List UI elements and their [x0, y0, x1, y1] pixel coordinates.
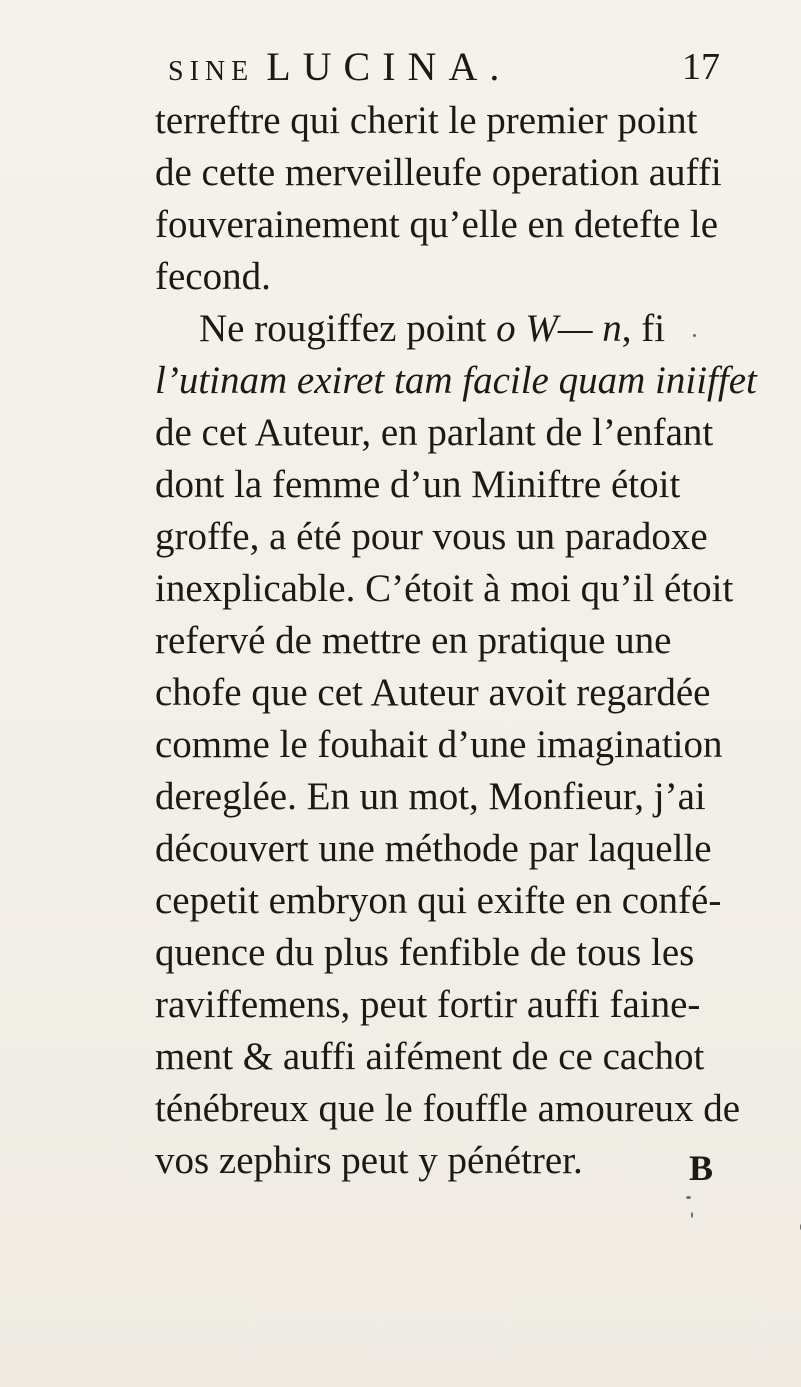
- page-number: 17: [682, 46, 720, 88]
- text-line-8: dont la femme d’un Miniftre étoit: [155, 463, 681, 506]
- text-line-14: dereglée. En un mot, Monfieur, j’ai: [155, 775, 706, 818]
- text-line-3: fouverainement qu’elle en detefte le: [155, 203, 719, 246]
- text-line-20: ténébreux que le fouffle amoureux de: [155, 1087, 741, 1130]
- text-line-16: cepetit embryon qui exifte en confé-: [155, 879, 722, 922]
- running-head-title-large: LUCINA.: [266, 44, 512, 89]
- text-line-2: de cette merveilleufe operation auffi: [155, 151, 722, 194]
- text-line-13: comme le fouhait d’une imagination: [155, 723, 723, 766]
- signature-mark: B: [689, 1148, 714, 1188]
- text-line-5-pre: Ne rougiffez point: [199, 307, 497, 350]
- text-line-4: fecond.: [155, 255, 271, 298]
- text-line-6: [155, 351, 757, 411]
- running-head-title: [168, 42, 511, 97]
- text-line-6-italic: l’utinam exiret tam facile quam iniiffet: [155, 359, 757, 402]
- text-line-1: terreftre qui cherit le premier point: [155, 99, 698, 142]
- text-line-5-post: , fi: [621, 307, 666, 350]
- text-line-7: de cet Auteur, en parlant de l’enfant: [155, 411, 714, 454]
- text-line-18: raviffemens, peut fortir auffi faine-: [155, 983, 701, 1026]
- text-line-12: chofe que cet Auteur avoit regardée: [155, 671, 711, 714]
- text-line-15: découvert une méthode par laquelle: [155, 827, 712, 870]
- text-line-5-italic: o W— n: [496, 307, 622, 350]
- text-line-10: inexplicable. C’étoit à moi qu’il étoit: [155, 567, 734, 610]
- ink-speck: [686, 1196, 691, 1199]
- ink-speck: [691, 1212, 693, 1218]
- text-line-19: ment & auffi aifément de ce cachot: [155, 1035, 705, 1078]
- text-line-11: refervé de mettre en pratique une: [155, 619, 672, 662]
- running-head: [0, 42, 801, 92]
- text-line-5: [199, 299, 665, 359]
- text-line-21: vos zephirs peut y pénétrer.: [155, 1139, 583, 1182]
- text-line-17: quence du plus fenfible de tous les: [155, 931, 695, 974]
- text-line-9: groffe, a été pour vous un paradoxe: [155, 515, 708, 558]
- running-head-title-small: SINE: [168, 56, 255, 87]
- ink-speck: [693, 334, 696, 337]
